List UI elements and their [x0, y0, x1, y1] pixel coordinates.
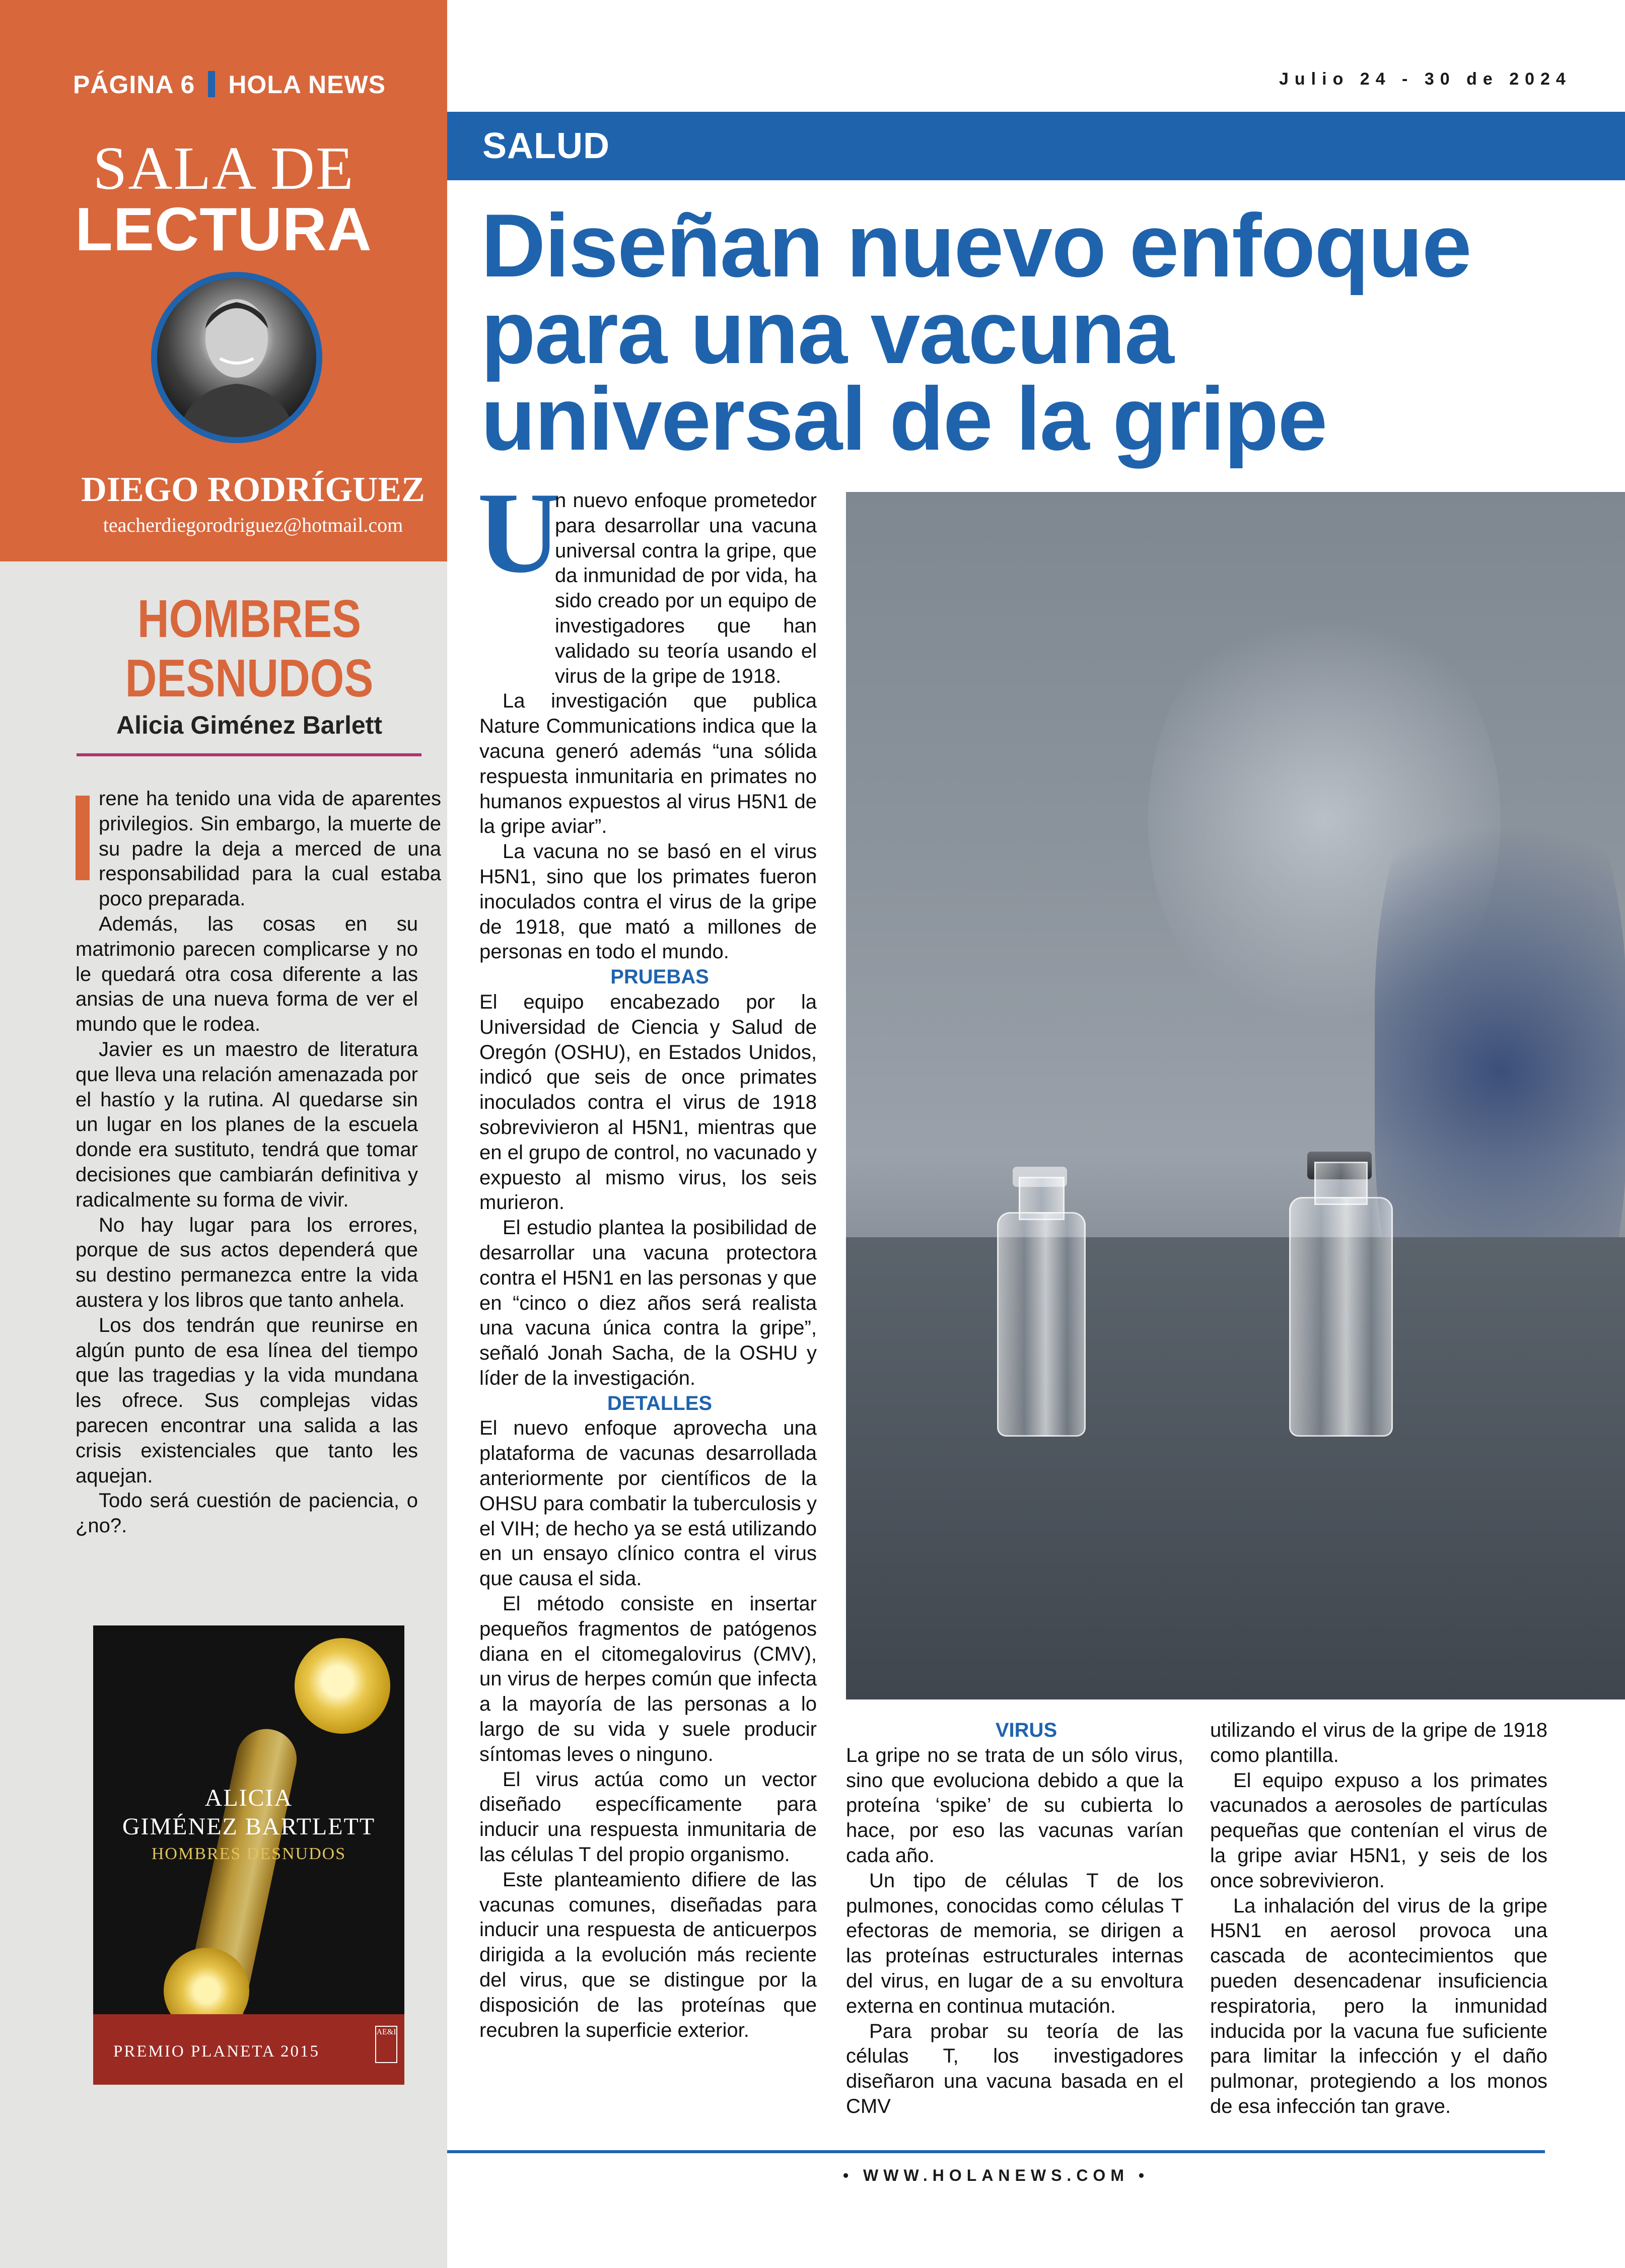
photo-table-surface	[846, 1237, 1625, 1699]
headline-line1: Diseñan nuevo enfoque	[481, 195, 1471, 296]
capped-vial-icon	[1289, 1152, 1390, 1434]
page-number: PÁGINA 6	[73, 70, 195, 99]
article-paragraph: El equipo encabezado por la Universidad de Ciencia y Salud de Oregón (OSHU), en Estados Unidos, indicó que seis de once primates inoculados contra el virus de 1918 sobrevivieron al H5N1, mientras que en el grupo de control, no vacunado y expuesto al mismo virus, los seis murieron.	[479, 990, 817, 1214]
column-title-line2: LECTURA	[75, 195, 372, 263]
review-paragraph: Javier es un maestro de literatura que lleva una relación amenazada por el hastío y la rutina. Al quedarse sin un lugar en los planes de la escuela donde era sustituto, tendrá que tomar decisiones que cambiarán definitiva y radicalmente su forma de vivir.	[76, 1038, 418, 1211]
article-paragraph: utilizando el virus de la gripe de 1918 como plantilla.	[1210, 1719, 1547, 1766]
vial-icon	[997, 1167, 1083, 1434]
cover-prize: PREMIO PLANETA 2015	[113, 2042, 320, 2061]
subhead-pruebas: PRUEBAS	[610, 966, 709, 988]
separator-bar	[208, 71, 215, 97]
review-paragraph: No hay lugar para los errores, porque de sus actos dependerá que su destino permanezca entre la vida austera y los libros que tanto anhela.	[76, 1214, 418, 1311]
issue-date: Julio 24 - 30 de 2024	[1279, 69, 1572, 89]
review-paragraph: Además, las cosas en su matrimonio parecen complicarse y no le quedará otra cosa diferente a las ansias de una nueva forma de ver el mundo que le rodea.	[76, 912, 418, 1036]
article-paragraph: Este planteamiento difiere de las vacunas comunes, diseñadas para inducir una respuesta de anticuerpos dirigida a la evolución más reciente del virus, que se distingue por la disposición de las proteínas que recubren la superficie exterior.	[479, 1868, 817, 2041]
review-text	[76, 787, 441, 1539]
article-paragraph: El estudio plantea la posibilidad de desarrollar una vacuna protectora contra el H5N1 en las personas y que en “cinco o diez años será realista una vacuna única contra la gripe”, señaló Jonah Sacha, de la OSHU y líder de la investigación.	[479, 1217, 817, 1389]
author-name: DIEGO RODRÍGUEZ	[81, 470, 425, 509]
review-paragraph: rene ha tenido una vida de aparentes privilegios. Sin embargo, la muerte de su padre la deja a merced de una responsabilidad para la cual estaba poco preparada.	[99, 788, 441, 910]
section-name: SALUD	[482, 126, 610, 166]
subhead-detalles: DETALLES	[607, 1392, 713, 1414]
book-title-line1: HOMBRES	[137, 589, 362, 649]
article-column-1	[479, 488, 817, 2043]
article-paragraph: El equipo expuso a los primates vacunados a aerosoles de partículas pequeñas que contenían el virus de la gripe aviar H5N1, y seis de los once sobrevivieron.	[1210, 1769, 1547, 1892]
dropcap: U	[477, 468, 561, 597]
publication-name: HOLA NEWS	[228, 70, 386, 99]
footer-url[interactable]: • WWW.HOLANEWS.COM •	[842, 2166, 1150, 2184]
author-avatar	[151, 272, 322, 443]
headline-line2: para una vacuna	[481, 282, 1173, 382]
section-band	[447, 112, 1625, 180]
article-paragraph: El método consiste en insertar pequeños fragmentos de patógenos diana en el citomegalovirus (CMV), un virus de herpes común que infecta a la mayoría de las personas a lo largo de su vida y suele producir síntomas leves o ninguno.	[479, 1593, 817, 1765]
book-cover-image	[93, 1625, 404, 2085]
column-title-line1: SALA DE	[93, 134, 355, 202]
author-email[interactable]: teacherdiegorodriguez@hotmail.com	[103, 514, 403, 536]
subhead-virus: VIRUS	[995, 1719, 1057, 1741]
person-icon	[157, 278, 316, 437]
page-label	[73, 64, 386, 105]
article-paragraph: La vacuna no se basó en el virus H5N1, sino que los primates fueron inoculados contra el virus de la gripe de 1918, que mató a millones de personas en todo el mundo.	[479, 840, 817, 963]
article-paragraph: Para probar su teoría de las células T, los investigadores diseñaron una vacuna basada en el CMV	[846, 2020, 1183, 2117]
footer-rule	[447, 2150, 1545, 2153]
cover-author-line2: GIMÉNEZ BARTLETT	[122, 1813, 376, 1840]
cover-author-line1: ALICIA	[204, 1785, 293, 1811]
book-title-line2: DESNUDOS	[125, 649, 374, 708]
article-lead: n nuevo enfoque prometedor para desarrollar una vacuna universal contra la gripe, que da inmunidad de por vida, ha sido creado por un equipo de investigadores que han validado su teoría usando el virus de la gripe de 1918.	[555, 489, 817, 687]
article-photo-vials	[846, 492, 1625, 1699]
book-author: Alicia Giménez Barlett	[116, 711, 382, 739]
publisher-logo: AE&I	[375, 2026, 397, 2063]
article-paragraph: El nuevo enfoque aprovecha una plataforma de vacunas desarrollada anteriormente por científicos de la OHSU para combatir la tuberculosis y el VIH; de hecho ya se está utilizando en un ensayo clínico contra el virus que causa el sida.	[479, 1417, 817, 1590]
lemon-icon	[295, 1638, 390, 1734]
article-paragraph: La investigación que publica Nature Communications indica que la vacuna generó además “una sólida respuesta inmunitaria en primates no humanos expuestos al virus H5N1 de la gripe aviar”.	[479, 690, 817, 838]
headline-line3: universal de la gripe	[481, 369, 1327, 469]
article-paragraph: Un tipo de células T de los pulmones, conocidas como células T efectoras de memoria, se dirigen a las proteínas estructurales internas del virus, en lugar de a su envoltura externa en continua mutación.	[846, 1869, 1183, 2017]
article-paragraph: La inhalación del virus de la gripe H5N1 en aerosol provoca una cascada de acontecimientos que pueden desencadenar insuficiencia respiratoria, pero la inmunidad inducida por la vacuna fue suficiente para limitar la infección y el daño pulmonar, protegiendo a los monos de esa infección tan grave.	[1210, 1894, 1547, 2117]
review-paragraph: Todo será cuestión de paciencia, o ¿no?.	[76, 1490, 418, 1537]
article-column-4	[1210, 1718, 1547, 2119]
article-paragraph: El virus actúa como un vector diseñado específicamente para inducir una respuesta inmunitaria de las células T del propio organismo.	[479, 1768, 817, 1866]
article-column-3	[846, 1718, 1183, 2119]
cover-title: HOMBRES DESNUDOS	[151, 1845, 346, 1863]
review-paragraph: Los dos tendrán que reunirse en algún punto de esa línea del tiempo que las tragedias y la vida mundana les ofrece. Sus complejas vidas parecen encontrar una salida a las crisis existenciales que tanto les aquejan.	[76, 1314, 418, 1487]
article-paragraph: La gripe no se trata de un sólo virus, sino que evoluciona debido a que la proteína ‘spike’ de su cubierta lo hace, por eso las vacunas varían cada año.	[846, 1744, 1183, 1867]
divider	[77, 753, 421, 756]
